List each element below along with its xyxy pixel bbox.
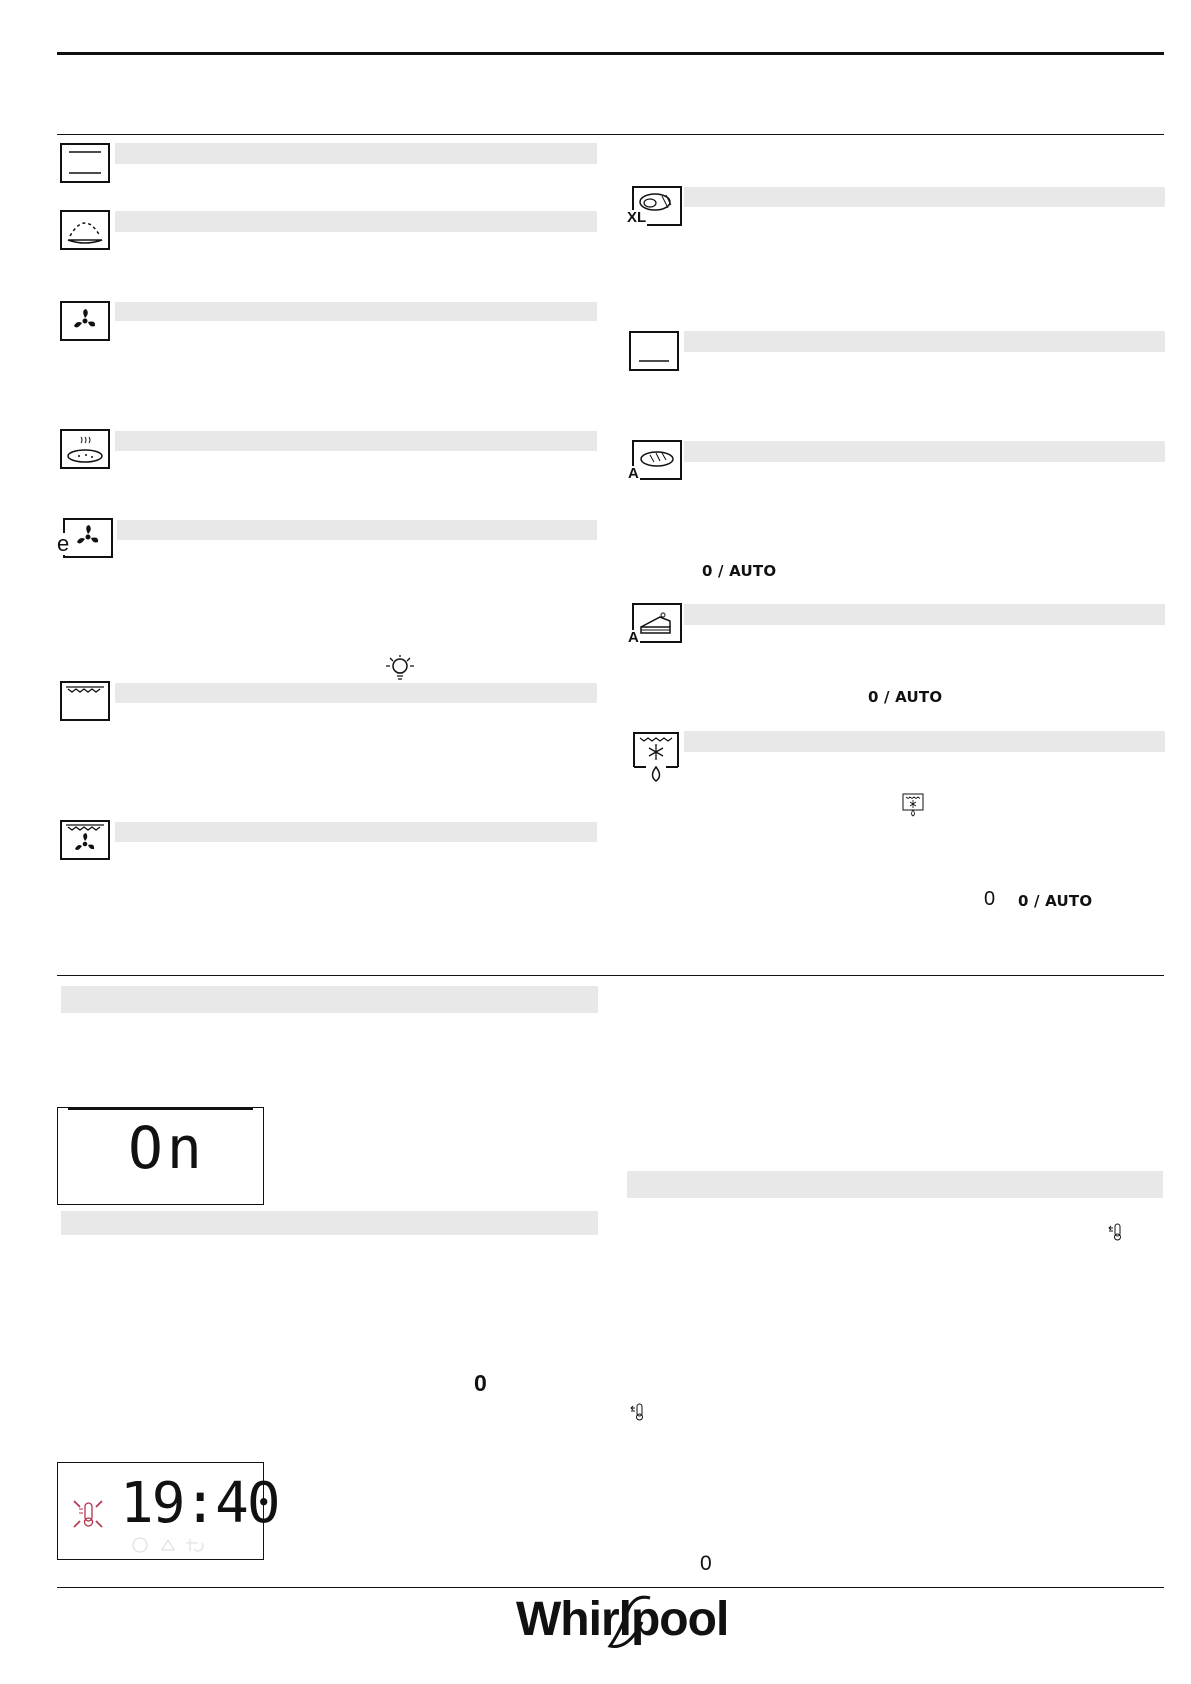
top-rule-thick	[57, 52, 1164, 55]
section-bar	[115, 211, 597, 232]
auto-letter: A	[628, 465, 639, 482]
on-display	[57, 1107, 264, 1205]
whirlpool-logo: Whirlpool	[516, 1593, 729, 1646]
section-bar	[684, 604, 1165, 625]
auto-label: 0 / AUTO	[868, 688, 943, 706]
section-bar	[61, 986, 598, 1013]
section-bar	[684, 731, 1165, 752]
middle-rule	[57, 975, 1164, 976]
on-display-text: On	[128, 1114, 206, 1182]
auto-label: 0 / AUTO	[1018, 892, 1093, 910]
pizza-icon	[60, 429, 110, 469]
probe-small-icon	[629, 1402, 647, 1422]
whirlpool-logo-swoosh	[580, 1592, 690, 1654]
section-bar	[61, 1211, 598, 1235]
defrost-small-icon	[902, 793, 924, 817]
turbo-grill-icon	[60, 820, 110, 860]
xl-letter: XL	[627, 209, 647, 226]
section-bar	[684, 441, 1165, 462]
lamp-icon	[384, 655, 416, 681]
section-bar	[117, 520, 597, 540]
eco-letter: e	[57, 531, 70, 556]
auto-label: 0 / AUTO	[702, 562, 777, 580]
bottom-heat-icon	[629, 331, 681, 373]
grill-dome-icon	[60, 210, 110, 250]
auto-letter: A	[628, 629, 639, 646]
top-rule-thin	[57, 134, 1164, 135]
probe-small-icon	[1107, 1222, 1125, 1242]
section-bar	[684, 331, 1165, 352]
clock-display	[57, 1462, 279, 1560]
clock-display-text: 19:40	[120, 1471, 279, 1536]
zero-symbol: 0	[984, 888, 996, 910]
section-bar	[684, 187, 1165, 207]
section-bar	[115, 822, 597, 842]
section-bar	[627, 1171, 1163, 1198]
defrost-icon	[632, 731, 680, 783]
faded-status-icons	[128, 1535, 218, 1555]
fan-icon	[60, 301, 110, 341]
bottom-rule	[57, 1587, 1164, 1588]
top-grill-icon	[60, 681, 110, 721]
section-bar	[115, 143, 597, 164]
section-bar	[115, 302, 597, 321]
display-top-line	[68, 1108, 253, 1110]
section-bar	[115, 683, 597, 703]
conventional-icon	[60, 143, 110, 183]
zero-symbol: 0	[700, 1552, 712, 1575]
zero-symbol: 0	[474, 1370, 487, 1396]
temperature-probe-icon	[70, 1497, 106, 1531]
section-bar	[115, 431, 597, 451]
